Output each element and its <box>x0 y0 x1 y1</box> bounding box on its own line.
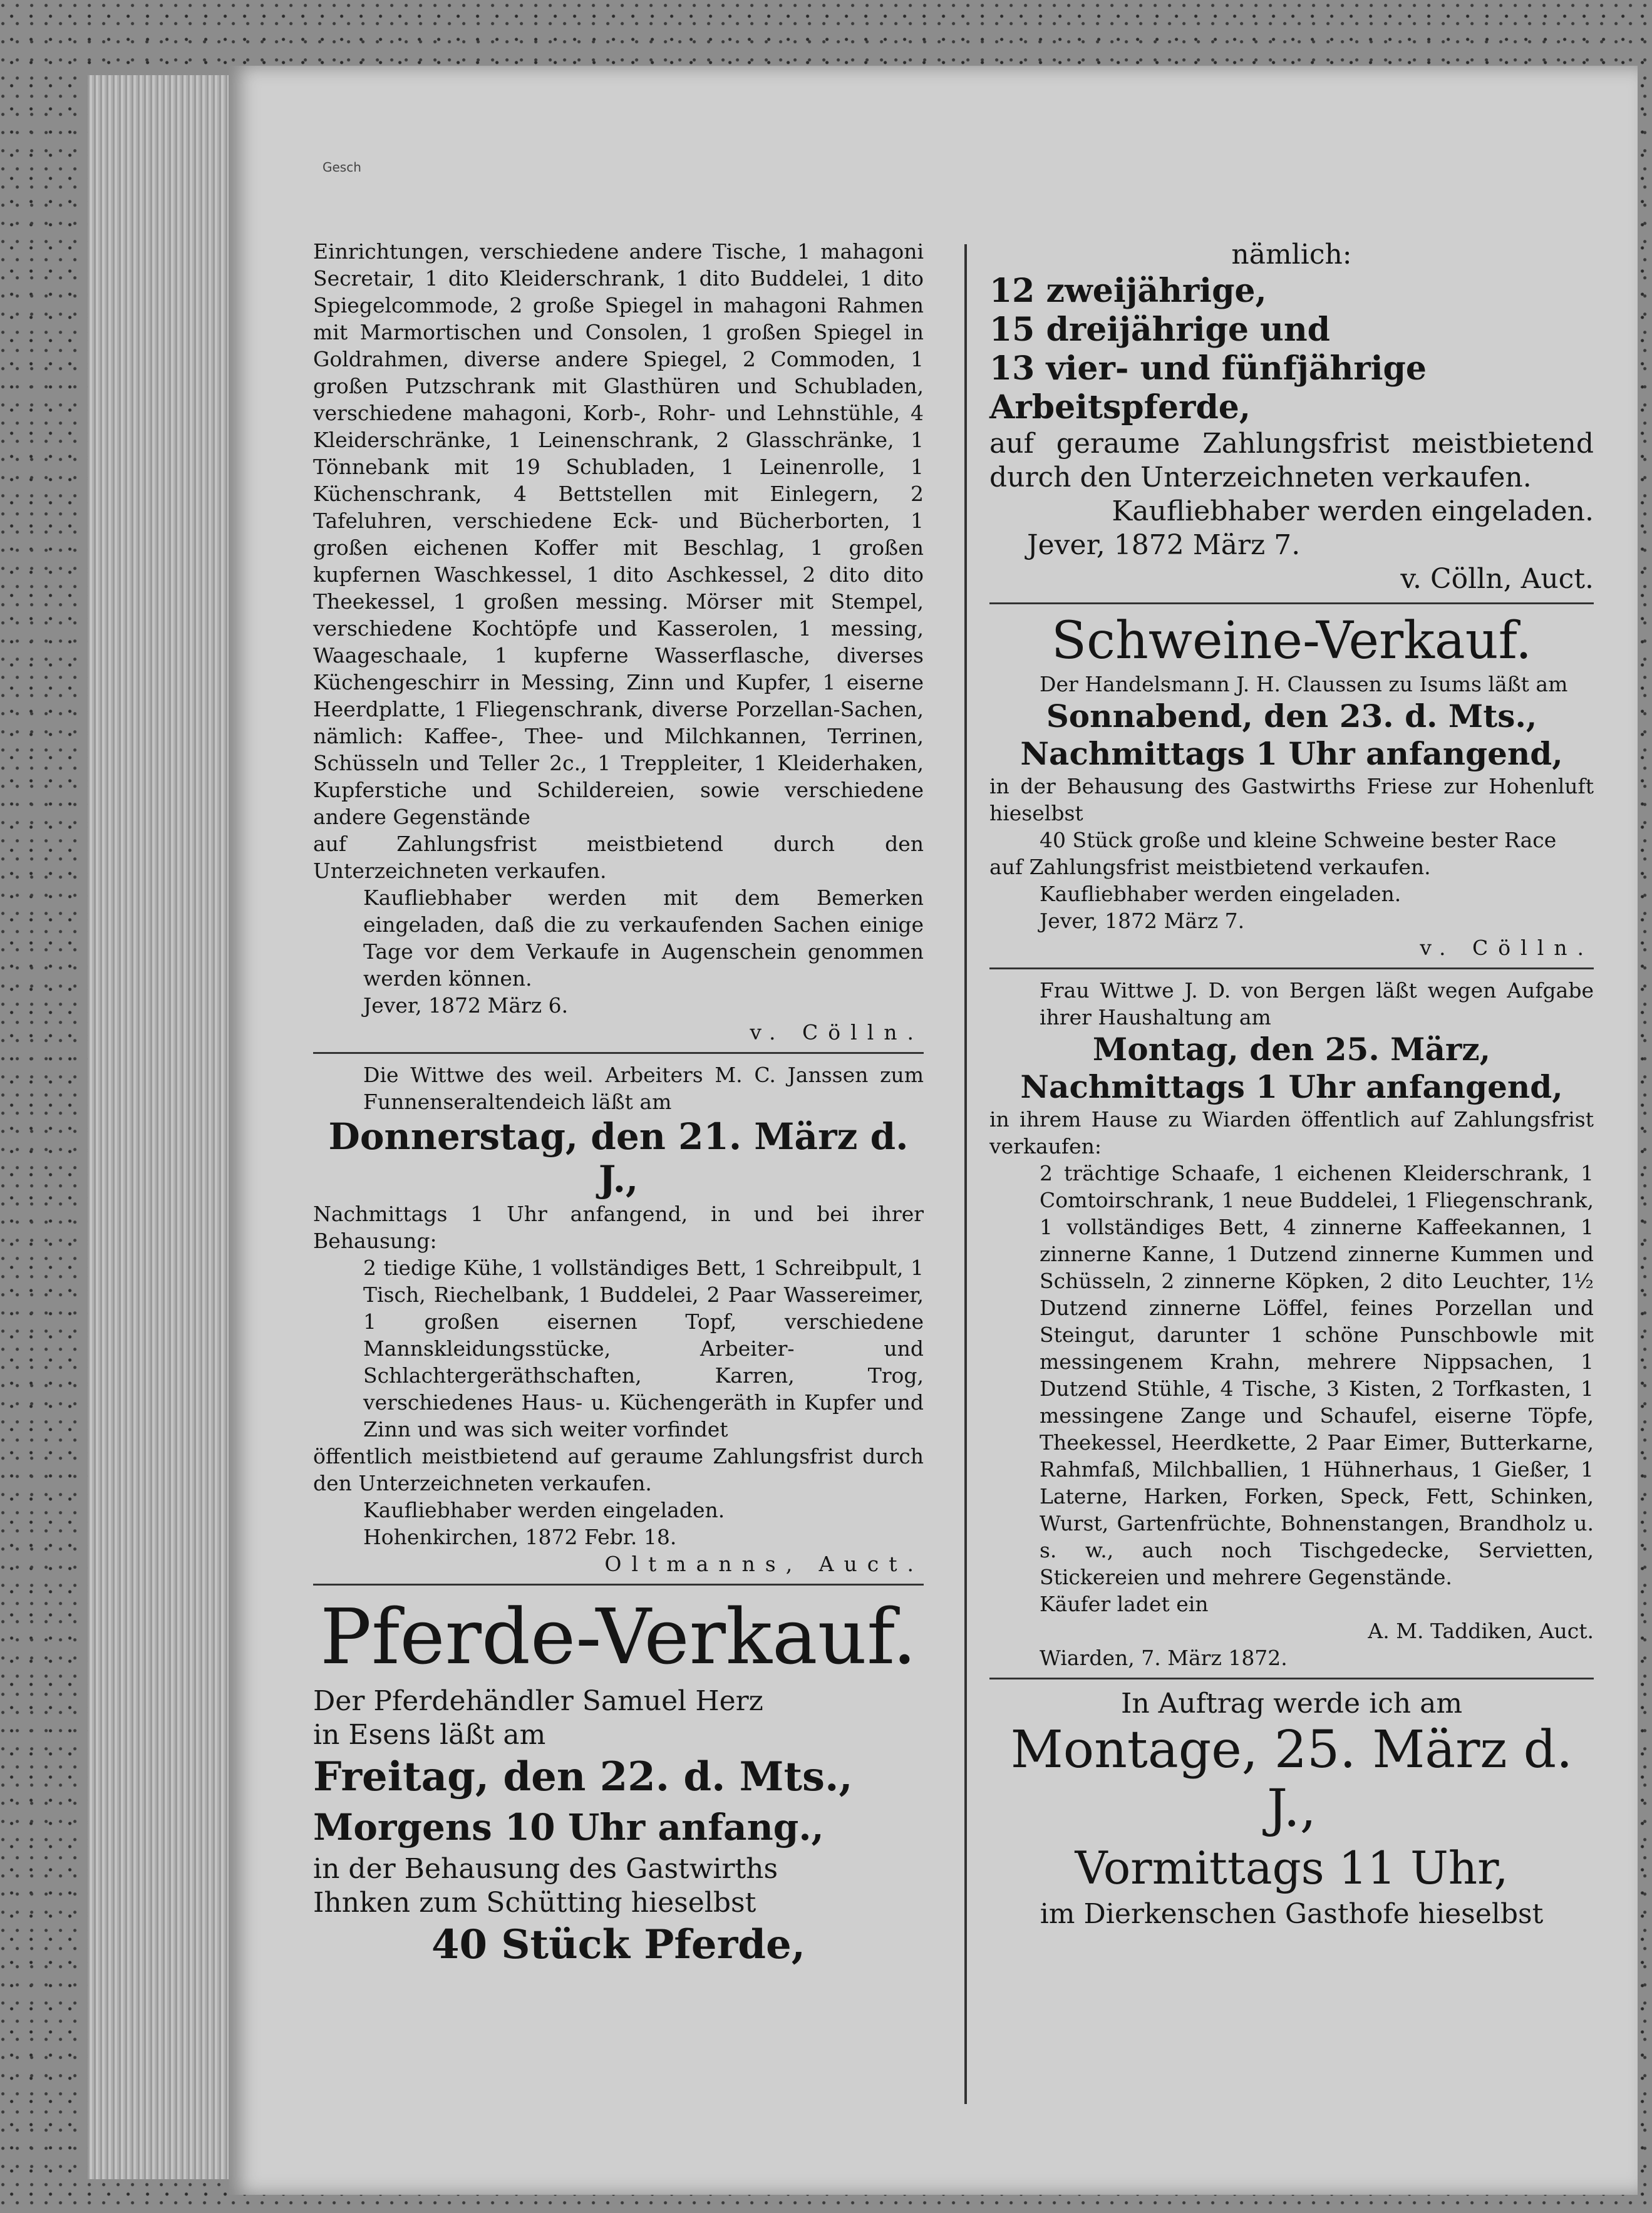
ad-place: in der Behausung des Gastwirths Friese zur Hohenluft hieselbst <box>989 774 1594 825</box>
ad-signature: v. Cölln. <box>750 1020 924 1045</box>
ad-sale-line: öffentlich meistbietend auf geraume Zahlungsfrist durch den Unterzeichneten verkaufen. <box>313 1444 924 1495</box>
ad-item: 15 dreijährige und <box>989 311 1331 349</box>
ad-place-date: Hohenkirchen, 1872 Febr. 18. <box>363 1525 677 1549</box>
ad-place-date: Jever, 1872 März 7. <box>1040 909 1245 933</box>
ad-invite: Kaufliebhaber werden eingeladen. <box>1040 882 1402 906</box>
ad-date-heading: Donnerstag, den 21. März d. J., <box>328 1115 909 1200</box>
ad-date-heading: Montage, 25. März d. J., <box>1010 1720 1573 1839</box>
ad-widow-janssen <box>313 1061 924 1577</box>
ad-sale-line: auf Zahlungsfrist meistbietend durch den Unterzeichneten verkaufen. <box>313 832 924 883</box>
page-edges <box>88 75 250 2179</box>
ad-line: Ihnken zum Schütting hieselbst <box>313 1887 756 1919</box>
ad-horse-continuation <box>989 238 1594 596</box>
ad-body: Einrichtungen, verschiedene andere Tische, 1 mahagoni Secretair, 1 dito Kleiderschrank, 1 dito Buddelei, 1 dito Spiegelcommode, 2 große Spiegel in mahagoni Rahmen mit Marmortischen und Consolen, 1 großen Spiegel in Goldrahmen, diverse andere Spiegel, 2 Commoden, 1 großen Putzschrank mit Glasthüren und Schubladen, verschiedene mahagoni, Korb-, Rohr- und Lehnstühle, 4 Kleiderschränke, 1 Leinenschrank, 2 Glasschränke, 1 Tönnebank mit 19 Schubladen, 1 Leinenrolle, 1 Küchenschrank, 4 Bettstellen mit Einlegern, 2 Tafeluhren, verschiedene Eck- und Bücherborten, 1 großen eichenen Koffer mit Beschlag, 1 großen kupfernen Waschkessel, 1 dito Aschkessel, 2 dito dito Theekessel, 1 großen messing. Mörser mit Stempel, verschiedene Kochtöpfe und Kasserolen, 1 messing, Waageschaale, 1 kupferne Wasserflasche, diverses Küchengeschirr in Messing, Zinn und Kupfer, 1 eiserne Heerdplatte, 1 Fliegenschrank, diverse Porzellan-Sachen, nämlich: Kaffee-, Thee- und Milchkannen, Terrinen, Schüsseln und Teller 2c., 1 Treppleiter, 1 Kleiderhaken, Kupferstiche und Schildereien, sowie verschiedene andere Gegenstände <box>313 239 924 829</box>
ad-signature: v. Cölln, Auct. <box>1400 563 1594 595</box>
ad-line: in der Behausung des Gastwirths <box>313 1853 778 1885</box>
ad-time-heading: Vormittags 11 Uhr, <box>1075 1842 1509 1894</box>
ad-intro: Die Wittwe des weil. Arbeiters M. C. Janssen zum Funnenseraltendeich läßt am <box>363 1063 924 1114</box>
ad-items: 2 trächtige Schaafe, 1 eichenen Kleiderschrank, 1 Comtoirschrank, 1 neue Buddelei, 1 Fliegenschrank, 1 vollständiges Bett, 4 zinnerne Kaffeekannen, 1 zinnerne Kanne, 1 Dutzend zinnerne Kummen und Schüsseln, 2 zinnerne Köpken, 2 dito Leuchter, 1½ Dutzend zinnerne Löffel, feines Porzellan und Steingut, darunter 1 schöne Punschbowle mit messingenem Krahn, mehrere Nippsachen, 1 Dutzend Stühle, 4 Tische, 3 Kisten, 2 Torfkasten, 1 messingene Zange und Schaufel, eiserne Töpfe, Theekessel, Heerdkette, 2 Paar Eimer, Butterkarne, Rahmfaß, Milchballien, 1 Hühnerhaus, 1 Gießer, 1 Laterne, Harken, Forken, Speck, Fett, Schinken, Wurst, Gartenfrüchte, Bohnenstangen, Brandholz u. s. w., auch noch Tischgedecke, Servietten, Stickereien und mehrere Gegenstände. <box>1040 1161 1594 1589</box>
ad-sale-line: auf geraume Zahlungsfrist meistbietend durch den Unterzeichneten verkaufen. <box>989 428 1594 493</box>
ad-items: 40 Stück große und kleine Schweine bester Race <box>1040 828 1557 852</box>
ad-separator <box>989 967 1594 969</box>
ad-place-date: Jever, 1872 März 6. <box>363 993 569 1018</box>
ad-line: in Esens läßt am <box>313 1719 546 1751</box>
ad-commission-sale <box>989 1687 1594 1931</box>
column-divider <box>964 244 967 2104</box>
ad-title: Pferde-Verkauf. <box>320 1592 917 1681</box>
ad-signature: Oltmanns, Auct. <box>604 1552 924 1576</box>
ad-signature: A. M. Taddiken, Auct. <box>1368 1619 1594 1643</box>
corner-label: Gesch <box>323 160 361 175</box>
ad-date-heading: Freitag, den 22. d. Mts., <box>313 1753 853 1800</box>
ad-horse-sale <box>313 1593 924 1970</box>
ad-widow-von-bergen <box>989 977 1594 1671</box>
ad-place-date: Jever, 1872 März 7. <box>1027 529 1301 561</box>
right-column <box>989 238 1594 1931</box>
ad-invite: Kaufliebhaber werden eingeladen. <box>1112 495 1594 527</box>
ad-item: 12 zweijährige, <box>989 272 1267 310</box>
ad-date-heading: Sonnabend, den 23. d. Mts., <box>1046 698 1537 735</box>
ad-date-heading: Montag, den 25. März, <box>1092 1031 1491 1068</box>
ad-items: 2 tiedige Kühe, 1 vollständiges Bett, 1 Schreibpult, 1 Tisch, Riechelbank, 1 Buddelei, 2 Paar Wassereimer, 1 großen eisernen Topf, verschiedene Mannskleidungsstücke, Arbeiter- und Schlachtergeräthschaften, Karren, Trog, verschiedenes Haus- u. Küchengeräth in Kupfer und Zinn und was sich weiter vorfindet <box>363 1256 924 1442</box>
ad-line: Der Pferdehändler Samuel Herz <box>313 1685 763 1717</box>
ad-buyer: Käufer ladet ein <box>1040 1592 1209 1616</box>
ad-time-heading: Nachmittags 1 Uhr anfangend, <box>1020 735 1563 772</box>
ad-sale-line: auf Zahlungsfrist meistbietend verkaufen. <box>989 855 1431 879</box>
ad-separator <box>989 602 1594 604</box>
ad-signature: v. Cölln. <box>1420 936 1594 960</box>
ad-item: 13 vier- und fünfjährige Arbeitspferde, <box>989 349 1427 426</box>
ad-separator <box>313 1052 924 1054</box>
ad-invite: Kaufliebhaber werden mit dem Bemerken eingeladen, daß die zu verkaufenden Sachen einige Tage vor dem Verkaufe in Augenschein genommen werden können. <box>363 885 924 991</box>
ad-place: in ihrem Hause zu Wiarden öffentlich auf Zahlungsfrist verkaufen: <box>989 1107 1594 1158</box>
ad-place-date: Wiarden, 7. März 1872. <box>1040 1646 1288 1670</box>
ad-invite: Kaufliebhaber werden eingeladen. <box>363 1498 725 1522</box>
ad-line: In Auftrag werde ich am <box>1120 1688 1463 1720</box>
ad-time-heading: Morgens 10 Uhr anfang., <box>313 1806 824 1849</box>
ad-furniture-auction <box>313 238 924 1046</box>
ad-time-line: Nachmittags 1 Uhr anfangend, in und bei ihrer Behausung: <box>313 1202 924 1253</box>
ad-title: Schweine-Verkauf. <box>1051 611 1532 671</box>
ad-line: im Dierkenschen Gasthofe hieselbst <box>1040 1898 1544 1930</box>
ad-time-heading: Nachmittags 1 Uhr anfangend, <box>1020 1068 1563 1105</box>
ad-pig-sale <box>989 612 1594 961</box>
ad-namely: nämlich: <box>1231 239 1352 271</box>
ad-intro: Der Handelsmann J. H. Claussen zu Isums läßt am <box>1040 672 1568 696</box>
left-column <box>313 238 924 1970</box>
ad-separator <box>989 1678 1594 1679</box>
ad-separator <box>313 1584 924 1586</box>
ad-intro: Frau Wittwe J. D. von Bergen läßt wegen Aufgabe ihrer Haushaltung am <box>1040 978 1594 1029</box>
ad-count-heading: 40 Stück Pferde, <box>431 1921 806 1968</box>
